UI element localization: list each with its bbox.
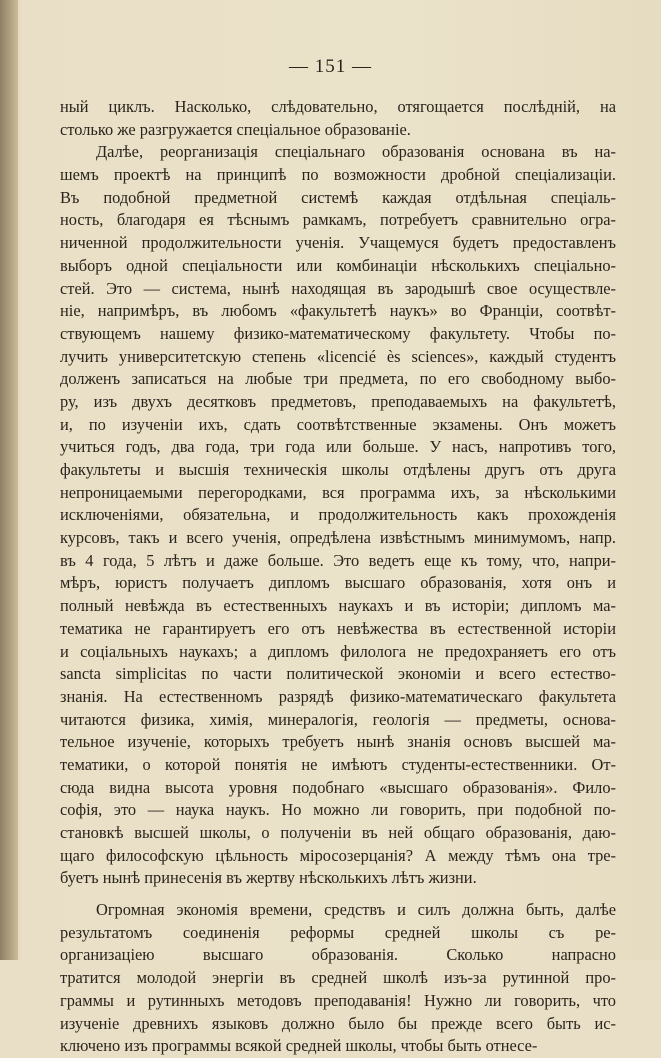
text-line: полный невѣжда въ естественныхъ наукахъ и въ исторіи; дипломъ ма- (60, 596, 616, 616)
text-line: ніе, напримѣръ, въ любомъ «факультетѣ наукъ» во Франціи, соотвѣт- (60, 301, 616, 321)
paragraph (60, 141, 616, 890)
text-line: столько же разгружается спеціальное образованіе. (60, 119, 411, 139)
text-line: тратится молодой энергіи въ средней школѣ изъ-за рутинной про- (60, 968, 616, 988)
text-line: знанія. На естественномъ разрядѣ физико-математическаго факультета (60, 686, 616, 706)
text-line: шемъ проектѣ на принципѣ по возможности дробной спеціализаціи. (60, 165, 616, 185)
text-line: становкѣ высшей школы, о полученіи въ ней общаго образованія, даю- (60, 823, 616, 842)
text-line: лучить университетскую степень «licencié ès sciences», каждый студентъ (60, 346, 616, 366)
text-line: исключеніями, обязательна, и продолжительность какъ прохожденія (60, 505, 616, 525)
text-line: въ 4 года, 5 лѣтъ и даже больше. Это ведетъ еще къ тому, что, напри- (60, 550, 616, 570)
text-line: результатомъ соединенія реформы средней школы съ ре- (60, 922, 616, 942)
text-line: ниченной продолжительности ученія. Учащемуся будетъ предоставленъ (60, 233, 616, 253)
text-line: непроницаемыми перегородками, вся программа ихъ, за нѣсколькими (60, 482, 616, 502)
text-line: долженъ записаться на любые три предмета, по его свободному выбо- (60, 369, 616, 389)
text-line: тематика не гарантируетъ его отъ невѣжества въ естественной исторіи (60, 618, 616, 638)
text-line: тематики, о которой понятія не имѣютъ студенты-естественники. От- (60, 754, 616, 774)
text-line: курсовъ, такъ и всего ученія, опредѣлена извѣстнымъ минимумомъ, напр. (60, 528, 616, 548)
text-line: ключено изъ программы всякой средней школы, чтобы быть отнесе- (60, 1036, 538, 1056)
text-line: тельное изученіе, которыхъ требуетъ нынѣ знанія основъ высшей ма- (60, 732, 616, 752)
text-line: щаго философскую цѣльность міросозерцанія? А между тѣмъ она тре- (60, 845, 616, 865)
page-gutter-shadow (0, 0, 18, 960)
text-line: софія, это — наука наукъ. Но можно ли говорить, при подобной по- (60, 800, 616, 820)
text-line: организаціею высшаго образованія. Сколько напрасно (60, 945, 616, 965)
text-line: ру, изъ двухъ десятковъ предметовъ, преподаваемыхъ на факультетѣ, (60, 391, 616, 411)
text-line: сюда видна высота уровня подобнаго «высшаго образованія». Фило- (60, 777, 616, 797)
text-line: учиться годъ, два года, три года или больше. У насъ, напротивъ того, (60, 437, 616, 457)
text-line: Далѣе, реорганизація спеціальнаго образованія основана въ на- (96, 142, 616, 162)
text-line: ствующемъ нашему физико-математическому факультету. Чтобы по- (60, 323, 616, 343)
text-line: и, по изученіи ихъ, сдать соотвѣтственные экзамены. Онъ можетъ (60, 414, 616, 434)
text-line: граммы и рутинныхъ методовъ преподаванія! Нужно ли говорить, что (60, 990, 616, 1010)
paragraph (60, 96, 616, 141)
text-line: ный циклъ. Насколько, слѣдовательно, отягощается послѣдній, на (60, 97, 616, 116)
body-text (60, 96, 616, 1058)
text-line: стей. Это — система, нынѣ находящая въ зародышѣ свое осуществле- (60, 278, 616, 298)
text-line: выборъ одной спеціальности или комбинаціи нѣсколькихъ спеціально- (60, 255, 616, 275)
text-line: читаются физика, химія, минералогія, геологія — предметы, основа- (60, 709, 616, 729)
page-number: — 151 — (289, 56, 372, 77)
paragraph-gap (60, 890, 616, 899)
text-line: Въ подобной предметной системѣ каждая отдѣльная спеціаль- (60, 187, 616, 207)
text-line: факультеты и высшія техническія школы отдѣлены другъ отъ друга (60, 460, 616, 479)
text-line: мѣръ, юристъ получаетъ дипломъ высшаго образованія, хотя онъ и (60, 573, 616, 593)
text-line: и соціальныхъ наукахъ; а дипломъ филолога не предохраняетъ его отъ (60, 641, 616, 661)
text-line: sancta simplicitas по части политической экономіи и всего естество- (60, 664, 616, 684)
text-line: изученіе древнихъ языковъ должно было бы прежде всего быть ис- (60, 1013, 616, 1033)
paragraph (60, 899, 616, 1058)
text-line: ность, благодаря ея тѣснымъ рамкамъ, потребуетъ сравнительно огра- (60, 210, 616, 230)
text-line: буетъ нынѣ принесенія въ жертву нѣсколькихъ лѣтъ жизни. (60, 868, 477, 888)
text-line: Огромная экономія времени, средствъ и силъ должна быть, далѣе (96, 900, 616, 920)
